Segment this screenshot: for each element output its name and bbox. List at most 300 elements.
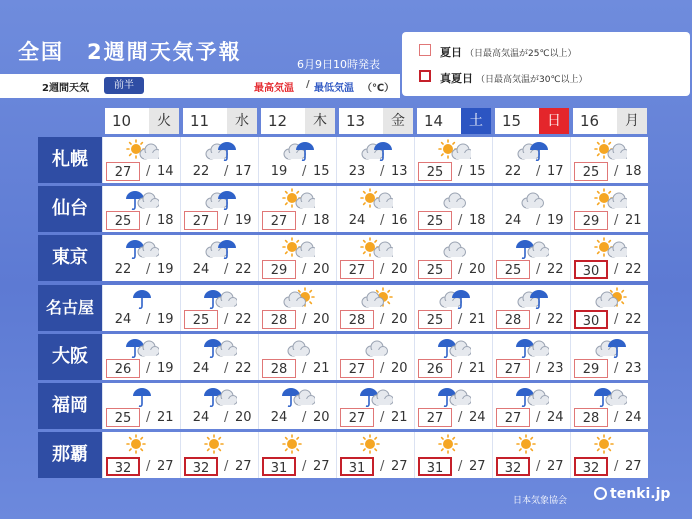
forecast-cell [258, 235, 336, 281]
city-row [38, 137, 654, 183]
temp-slash: / [302, 164, 307, 179]
rain-cloud-icon [515, 385, 549, 409]
min-temp: 22 [235, 311, 252, 327]
day-date: 11 [190, 112, 210, 130]
temp-slash: / [224, 410, 229, 425]
cloud-rain-icon [515, 139, 549, 163]
temp-slash: / [536, 262, 541, 278]
temp-slash: / [536, 410, 541, 425]
max-temp: 25 [184, 310, 218, 329]
sun-icon [437, 434, 471, 458]
min-temp: 21 [469, 360, 486, 376]
min-temp: 14 [157, 164, 174, 179]
sun-icon [281, 434, 315, 458]
min-temp: 27 [469, 459, 486, 475]
cloud-sun-icon [281, 287, 315, 311]
max-temp: 27 [496, 359, 530, 378]
min-temp: 18 [469, 213, 486, 229]
day-of-week: 金 [383, 108, 413, 134]
temp-slash: / [302, 311, 307, 327]
rain-cloud-icon [203, 385, 237, 409]
forecast-cell [414, 285, 492, 331]
rain-cloud-icon [437, 336, 471, 360]
umbrella-icon [125, 385, 159, 409]
temp-slash: / [224, 262, 229, 278]
temp-slash: / [458, 410, 463, 425]
max-temp: 25 [418, 162, 452, 181]
temp-slash: / [614, 459, 619, 475]
forecast-cell [102, 186, 180, 232]
max-temp: 32 [574, 457, 608, 476]
max-temp: 25 [106, 211, 140, 230]
min-temp: 19 [157, 360, 174, 376]
max-temp: 24 [192, 410, 210, 425]
temp-slash: / [224, 311, 229, 327]
max-temp: 22 [192, 164, 210, 179]
cloud-icon [437, 188, 471, 212]
forecast-cell [258, 432, 336, 478]
city-name: 福岡 [38, 383, 102, 429]
cloud-icon [359, 336, 393, 360]
min-temp: 15 [469, 164, 486, 179]
max-temp: 25 [418, 310, 452, 329]
forecast-cell [414, 137, 492, 183]
forecast-cell [180, 285, 258, 331]
forecast-type-label: 2週間天気 [42, 83, 89, 94]
min-temp: 22 [235, 262, 252, 278]
temp-slash: / [458, 360, 463, 376]
legend-midsummer-desc: （日最高気温が30℃以上） [476, 75, 588, 85]
day-header [183, 108, 257, 134]
forecast-cell [336, 137, 414, 183]
forecast-cell [570, 186, 648, 232]
forecast-cell [336, 186, 414, 232]
max-temp: 28 [496, 310, 530, 329]
cloud-rain-icon [203, 237, 237, 261]
max-temp: 25 [496, 260, 530, 279]
rain-cloud-icon [125, 237, 159, 261]
city-name: 大阪 [38, 334, 102, 380]
day-date: 15 [502, 112, 522, 130]
temp-slash: / [380, 311, 385, 327]
forecast-cell [414, 235, 492, 281]
rain-cloud-icon [125, 188, 159, 212]
city-row [38, 186, 654, 232]
min-temp: 24 [625, 410, 642, 425]
max-temp: 29 [574, 359, 608, 378]
min-temp: 17 [547, 164, 564, 179]
cloud-rain-icon [593, 336, 627, 360]
temp-slash: / [458, 262, 463, 278]
forecast-cell [570, 285, 648, 331]
max-temp: 26 [106, 359, 140, 378]
city-name: 仙台 [38, 186, 102, 232]
max-temp: 25 [106, 408, 140, 427]
day-header [261, 108, 335, 134]
forecast-cell [570, 383, 648, 429]
max-temp: 24 [192, 360, 210, 376]
page-title: 全国 2週間天気予報 [18, 40, 242, 64]
max-temp: 32 [496, 457, 530, 476]
forecast-cell [180, 383, 258, 429]
sun-cloud-icon [281, 237, 315, 261]
day-of-week: 日 [539, 108, 569, 134]
city-name: 那覇 [38, 432, 102, 478]
max-temp: 32 [106, 457, 140, 476]
min-temp: 21 [157, 410, 174, 425]
max-temp: 24 [192, 262, 210, 278]
max-temp: 27 [262, 211, 296, 230]
forecast-cell [180, 137, 258, 183]
rain-cloud-icon [203, 336, 237, 360]
min-temp: 23 [625, 360, 642, 376]
max-temp: 27 [106, 162, 140, 181]
rain-cloud-icon [281, 385, 315, 409]
city-name: 名古屋 [38, 285, 102, 331]
footer-org: 日本気象協会 [513, 496, 568, 506]
max-temp: 19 [270, 164, 288, 179]
min-temp: 18 [157, 213, 174, 229]
rain-cloud-icon [359, 385, 393, 409]
forecast-cell [414, 334, 492, 380]
sun-icon [515, 434, 549, 458]
temp-slash: / [146, 262, 151, 278]
logo-mark-icon [594, 487, 607, 500]
max-temp: 27 [418, 408, 452, 427]
max-temp: 31 [418, 457, 452, 476]
city-row [38, 383, 654, 429]
max-temp: 29 [574, 211, 608, 230]
temp-slash: / [614, 410, 619, 425]
day-date: 10 [112, 112, 132, 130]
forecast-cell [414, 186, 492, 232]
temp-slash: / [146, 410, 151, 425]
forecast-cell [180, 432, 258, 478]
forecast-cell [258, 383, 336, 429]
max-temp: 25 [418, 260, 452, 279]
cloud-sun-icon [359, 287, 393, 311]
cloud-rain-icon [203, 139, 237, 163]
sun-cloud-icon [437, 139, 471, 163]
day-date: 16 [580, 112, 600, 130]
forecast-cell [570, 334, 648, 380]
min-temp: 27 [625, 459, 642, 475]
sun-cloud-icon [359, 188, 393, 212]
rain-cloud-icon [437, 385, 471, 409]
legend-summer-name: 夏日 [440, 46, 462, 59]
min-temp: 18 [313, 213, 330, 229]
min-temp: 20 [391, 262, 408, 278]
day-of-week: 水 [227, 108, 257, 134]
sun-cloud-icon [593, 139, 627, 163]
min-temp: 20 [313, 311, 330, 327]
logo-text: tenki.jp [610, 486, 671, 502]
max-temp: 32 [184, 457, 218, 476]
forecast-cell [414, 383, 492, 429]
tenki-logo [594, 486, 670, 502]
legend-midsummer-name: 真夏日 [440, 72, 473, 85]
day-of-week: 木 [305, 108, 335, 134]
cloud-icon [515, 188, 549, 212]
temp-slash: / [536, 311, 541, 327]
forecast-cell [336, 285, 414, 331]
legend-summer [440, 44, 577, 58]
max-temp: 22 [114, 262, 132, 278]
forecast-cell [492, 432, 570, 478]
min-temp: 16 [391, 213, 408, 229]
min-temp: 22 [625, 311, 642, 327]
temp-slash: / [614, 213, 619, 229]
temp-slash: / [224, 164, 229, 179]
max-temp: 31 [262, 457, 296, 476]
issued-time: 6月9日10時発表 [297, 58, 380, 71]
cloud-sun-icon [593, 287, 627, 311]
forecast-cell [336, 334, 414, 380]
max-temp: 24 [504, 213, 522, 229]
max-temp: 27 [496, 408, 530, 427]
forecast-cell [570, 432, 648, 478]
rain-cloud-icon [203, 287, 237, 311]
cloud-rain-icon [437, 287, 471, 311]
forecast-cell [492, 334, 570, 380]
min-temp: 24 [547, 410, 564, 425]
forecast-cell [258, 285, 336, 331]
cloud-rain-icon [281, 139, 315, 163]
temp-slash: / [614, 360, 619, 376]
temp-slash: / [380, 459, 385, 475]
day-header [573, 108, 647, 134]
max-temp: 22 [504, 164, 522, 179]
day-date: 12 [268, 112, 288, 130]
cloud-icon [281, 336, 315, 360]
min-temp: 20 [235, 410, 252, 425]
min-temp: 18 [625, 164, 642, 179]
min-temp: 22 [547, 311, 564, 327]
max-temp: 23 [348, 164, 366, 179]
forecast-cell [102, 235, 180, 281]
temp-slash: / [302, 262, 307, 278]
max-temp: 27 [340, 260, 374, 279]
period-badge: 前半 [104, 77, 144, 94]
min-temp: 24 [469, 410, 486, 425]
temp-slash: / [380, 262, 385, 278]
midsummer-swatch [419, 70, 431, 82]
temp-slash: / [224, 360, 229, 376]
forecast-cell [102, 285, 180, 331]
temp-slash: / [380, 360, 385, 376]
sun-icon [593, 434, 627, 458]
summer-swatch [419, 44, 431, 56]
min-temp: 21 [391, 410, 408, 425]
sun-cloud-icon [359, 237, 393, 261]
forecast-cell [258, 186, 336, 232]
min-temp: 27 [235, 459, 252, 475]
city-row [38, 432, 654, 478]
forecast-cell [492, 383, 570, 429]
forecast-cell [336, 432, 414, 478]
city-name: 札幌 [38, 137, 102, 183]
min-temp: 27 [547, 459, 564, 475]
forecast-cell [492, 235, 570, 281]
max-temp: 24 [114, 311, 132, 327]
sun-icon [203, 434, 237, 458]
sun-icon [125, 434, 159, 458]
city-row [38, 235, 654, 281]
max-temp: 24 [348, 213, 366, 229]
min-temp-label: 最低気温 [314, 83, 354, 94]
umbrella-icon [125, 287, 159, 311]
rain-cloud-icon [515, 336, 549, 360]
max-temp: 28 [340, 310, 374, 329]
temp-slash: / [536, 459, 541, 475]
min-temp: 27 [313, 459, 330, 475]
forecast-cell [102, 432, 180, 478]
min-temp: 19 [235, 213, 252, 229]
min-temp: 20 [469, 262, 486, 278]
temp-slash: / [536, 360, 541, 376]
temp-slash: / [146, 360, 151, 376]
temp-slash: / [458, 213, 463, 229]
rain-cloud-icon [593, 385, 627, 409]
temp-slash: / [380, 410, 385, 425]
min-temp: 23 [547, 360, 564, 376]
min-temp: 20 [391, 311, 408, 327]
day-header [495, 108, 569, 134]
day-header [339, 108, 413, 134]
cloud-rain-icon [359, 139, 393, 163]
forecast-cell [414, 432, 492, 478]
max-temp: 26 [418, 359, 452, 378]
min-temp: 20 [313, 410, 330, 425]
forecast-cell [102, 334, 180, 380]
min-temp: 20 [313, 262, 330, 278]
temp-slash: / [224, 459, 229, 475]
unit-label: （℃） [362, 83, 395, 94]
max-temp: 29 [262, 260, 296, 279]
forecast-cell [180, 334, 258, 380]
cloud-rain-icon [515, 287, 549, 311]
max-temp: 25 [418, 211, 452, 230]
city-row [38, 334, 654, 380]
min-temp: 21 [469, 311, 486, 327]
forecast-cell [258, 334, 336, 380]
min-temp: 22 [547, 262, 564, 278]
temp-slash: / [458, 459, 463, 475]
temp-slash: / [146, 459, 151, 475]
max-temp: 27 [340, 408, 374, 427]
sun-icon [359, 434, 393, 458]
max-temp: 28 [574, 408, 608, 427]
min-temp: 27 [391, 459, 408, 475]
day-of-week: 火 [149, 108, 179, 134]
max-temp: 27 [184, 211, 218, 230]
min-temp: 27 [157, 459, 174, 475]
max-temp-label: 最高気温 [254, 83, 294, 94]
rain-cloud-icon [515, 237, 549, 261]
forecast-cell [492, 186, 570, 232]
min-temp: 22 [235, 360, 252, 376]
forecast-cell [102, 137, 180, 183]
temp-separator: / [306, 79, 310, 90]
temp-slash: / [302, 459, 307, 475]
day-date: 14 [424, 112, 444, 130]
forecast-cell [102, 383, 180, 429]
sun-cloud-icon [593, 188, 627, 212]
temp-slash: / [536, 164, 541, 179]
max-temp: 27 [340, 359, 374, 378]
min-temp: 13 [391, 164, 408, 179]
day-date: 13 [346, 112, 366, 130]
forecast-cell [570, 235, 648, 281]
forecast-cell [180, 235, 258, 281]
min-temp: 19 [157, 262, 174, 278]
day-header [417, 108, 491, 134]
temp-slash: / [302, 410, 307, 425]
legend-summer-desc: （日最高気温が25℃以上） [465, 49, 577, 59]
min-temp: 20 [391, 360, 408, 376]
forecast-cell [492, 137, 570, 183]
min-temp: 21 [313, 360, 330, 376]
sun-cloud-icon [125, 139, 159, 163]
city-name: 東京 [38, 235, 102, 281]
temp-slash: / [146, 311, 151, 327]
temp-slash: / [614, 262, 619, 278]
min-temp: 21 [625, 213, 642, 229]
info-bar [0, 74, 400, 98]
day-header [105, 108, 179, 134]
max-temp: 28 [262, 310, 296, 329]
forecast-cell [570, 137, 648, 183]
max-temp: 30 [574, 260, 608, 279]
max-temp: 30 [574, 310, 608, 329]
min-temp: 17 [235, 164, 252, 179]
forecast-cell [180, 186, 258, 232]
day-of-week: 土 [461, 108, 491, 134]
max-temp: 31 [340, 457, 374, 476]
min-temp: 15 [313, 164, 330, 179]
temp-slash: / [614, 311, 619, 327]
cloud-rain-icon [203, 188, 237, 212]
temp-slash: / [458, 164, 463, 179]
temp-slash: / [302, 360, 307, 376]
sun-cloud-icon [593, 237, 627, 261]
max-temp: 24 [270, 410, 288, 425]
temp-slash: / [614, 164, 619, 179]
forecast-cell [258, 137, 336, 183]
rain-cloud-icon [125, 336, 159, 360]
temp-slash: / [380, 213, 385, 229]
min-temp: 22 [625, 262, 642, 278]
forecast-cell [492, 285, 570, 331]
max-temp: 28 [262, 359, 296, 378]
temp-slash: / [146, 213, 151, 229]
city-row [38, 285, 654, 331]
max-temp: 25 [574, 162, 608, 181]
temp-slash: / [458, 311, 463, 327]
sun-cloud-icon [281, 188, 315, 212]
forecast-cell [336, 235, 414, 281]
temp-slash: / [380, 164, 385, 179]
day-of-week: 月 [617, 108, 647, 134]
forecast-cell [336, 383, 414, 429]
temp-slash: / [146, 164, 151, 179]
cloud-icon [437, 237, 471, 261]
temp-slash: / [224, 213, 229, 229]
legend-midsummer [440, 70, 588, 84]
temp-slash: / [302, 213, 307, 229]
temp-slash: / [536, 213, 541, 229]
min-temp: 19 [157, 311, 174, 327]
